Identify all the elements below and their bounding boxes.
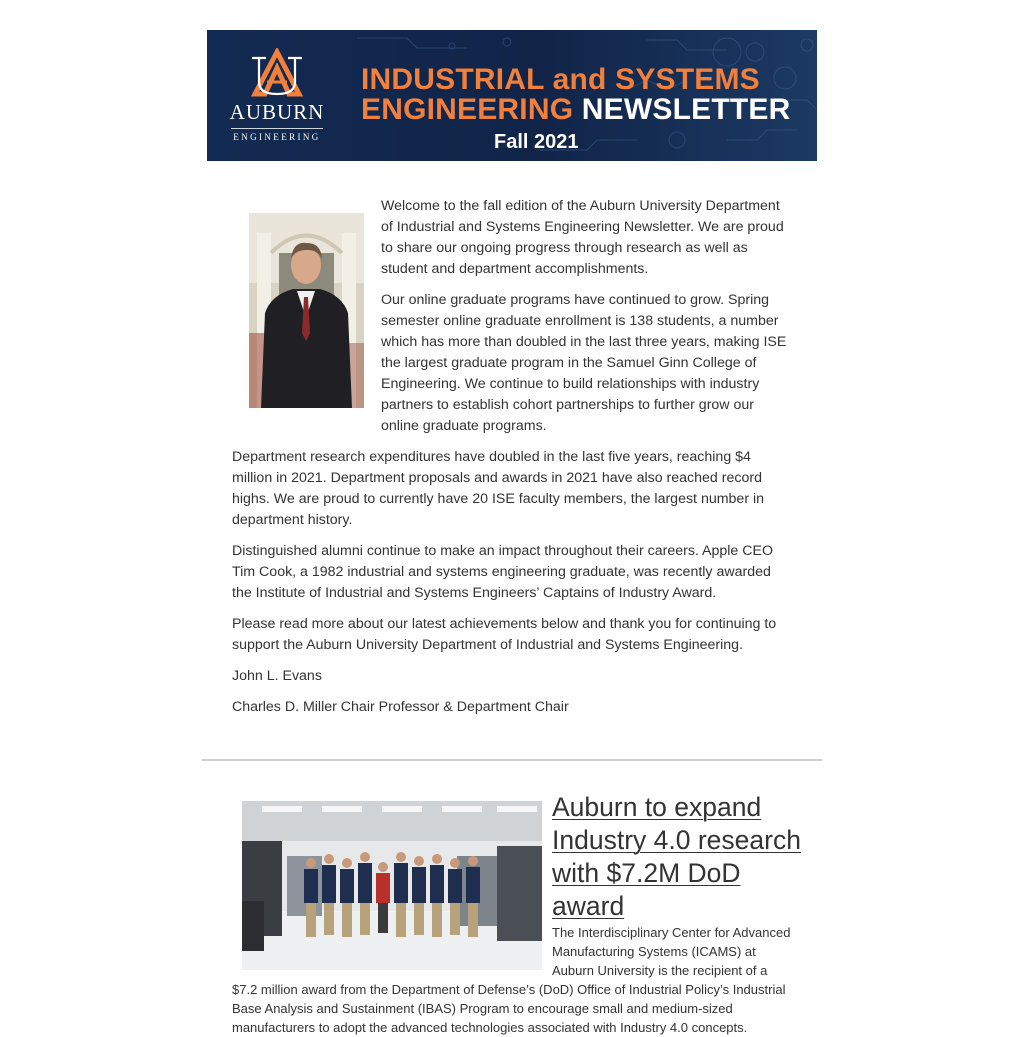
group-photo-icon <box>242 801 542 970</box>
intro-paragraph-online-programs: Our online graduate programs have continued to grow. Spring semester online graduate enrollment is 138 students, a number which has more than doubled in the last three years, making ISE the largest graduate program in the Samuel Ginn College of Engineering. We continue to build relationships with industry partners to establish cohort partnerships to further grow our online graduate programs. <box>381 292 787 434</box>
article-body-line-5: Base Analysis and Sustainment (IBAS) Program to encourage small and medium-sized <box>232 1001 733 1016</box>
signature-title: Charles D. Miller Chair Professor & Department Chair <box>232 699 569 715</box>
article-title-link[interactable]: Auburn to expand Industry 4.0 research with $7.2M DoD award <box>552 792 801 921</box>
article-body-line-2: Manufacturing Systems (ICAMS) at <box>552 944 756 959</box>
section-divider <box>202 759 822 761</box>
logo-subtitle: ENGINEERING <box>233 132 321 142</box>
logo-wordmark: AUBURN <box>229 100 325 124</box>
portrait-photo-icon <box>249 213 364 408</box>
article-photo[interactable] <box>242 801 542 970</box>
banner-title-engineering: ENGINEERING <box>361 93 574 126</box>
article-body-line-6: manufacturers to adopt the advanced technologies associated with Industry 4.0 concepts. <box>232 1020 748 1035</box>
logo-divider <box>231 128 323 129</box>
intro-paragraph-closing: Please read more about our latest achievements below and thank you for continuing to support the Auburn University Department of Industrial and Systems Engineering. <box>232 616 777 653</box>
banner-title-line2 <box>361 93 790 127</box>
newsletter-banner <box>207 30 817 161</box>
banner-title-line1: INDUSTRIAL and SYSTEMS <box>361 63 760 96</box>
article-body-line-4: $7.2 million award from the Department of Defense’s (DoD) Office of Industrial Policy’s Industrial <box>232 982 786 997</box>
banner-title-newsletter: NEWSLETTER <box>581 93 791 126</box>
intro-paragraph-alumni: Distinguished alumni continue to make an impact throughout their careers. Apple CEO Tim Cook, a 1982 industrial and systems engineering graduate, was recently awarded the Institute of Industrial and Systems Engineers’ Captains of Industry Award. <box>232 543 773 601</box>
department-chair-portrait <box>249 213 364 408</box>
intro-paragraph-research: Department research expenditures have doubled in the last five years, reaching $4 million in 2021. Department proposals and awards in 2021 have also reached record highs. We are proud to currently have 20 ISE faculty members, the largest number in department history. <box>232 449 765 528</box>
signature-name: John L. Evans <box>232 668 322 684</box>
banner-edition: Fall 2021 <box>494 131 579 153</box>
intro-paragraph-welcome: Welcome to the fall edition of the Auburn University Department of Industrial and Systems Engineering Newsletter. We are proud to share our ongoing progress through research as well as student and department accomplishments. <box>381 198 784 277</box>
auburn-engineering-logo <box>225 48 329 148</box>
au-monogram-icon <box>247 48 307 100</box>
article-body-line-3: Auburn University is the recipient of a <box>552 963 768 978</box>
article-body-line-1: The Interdisciplinary Center for Advanced <box>552 925 791 940</box>
